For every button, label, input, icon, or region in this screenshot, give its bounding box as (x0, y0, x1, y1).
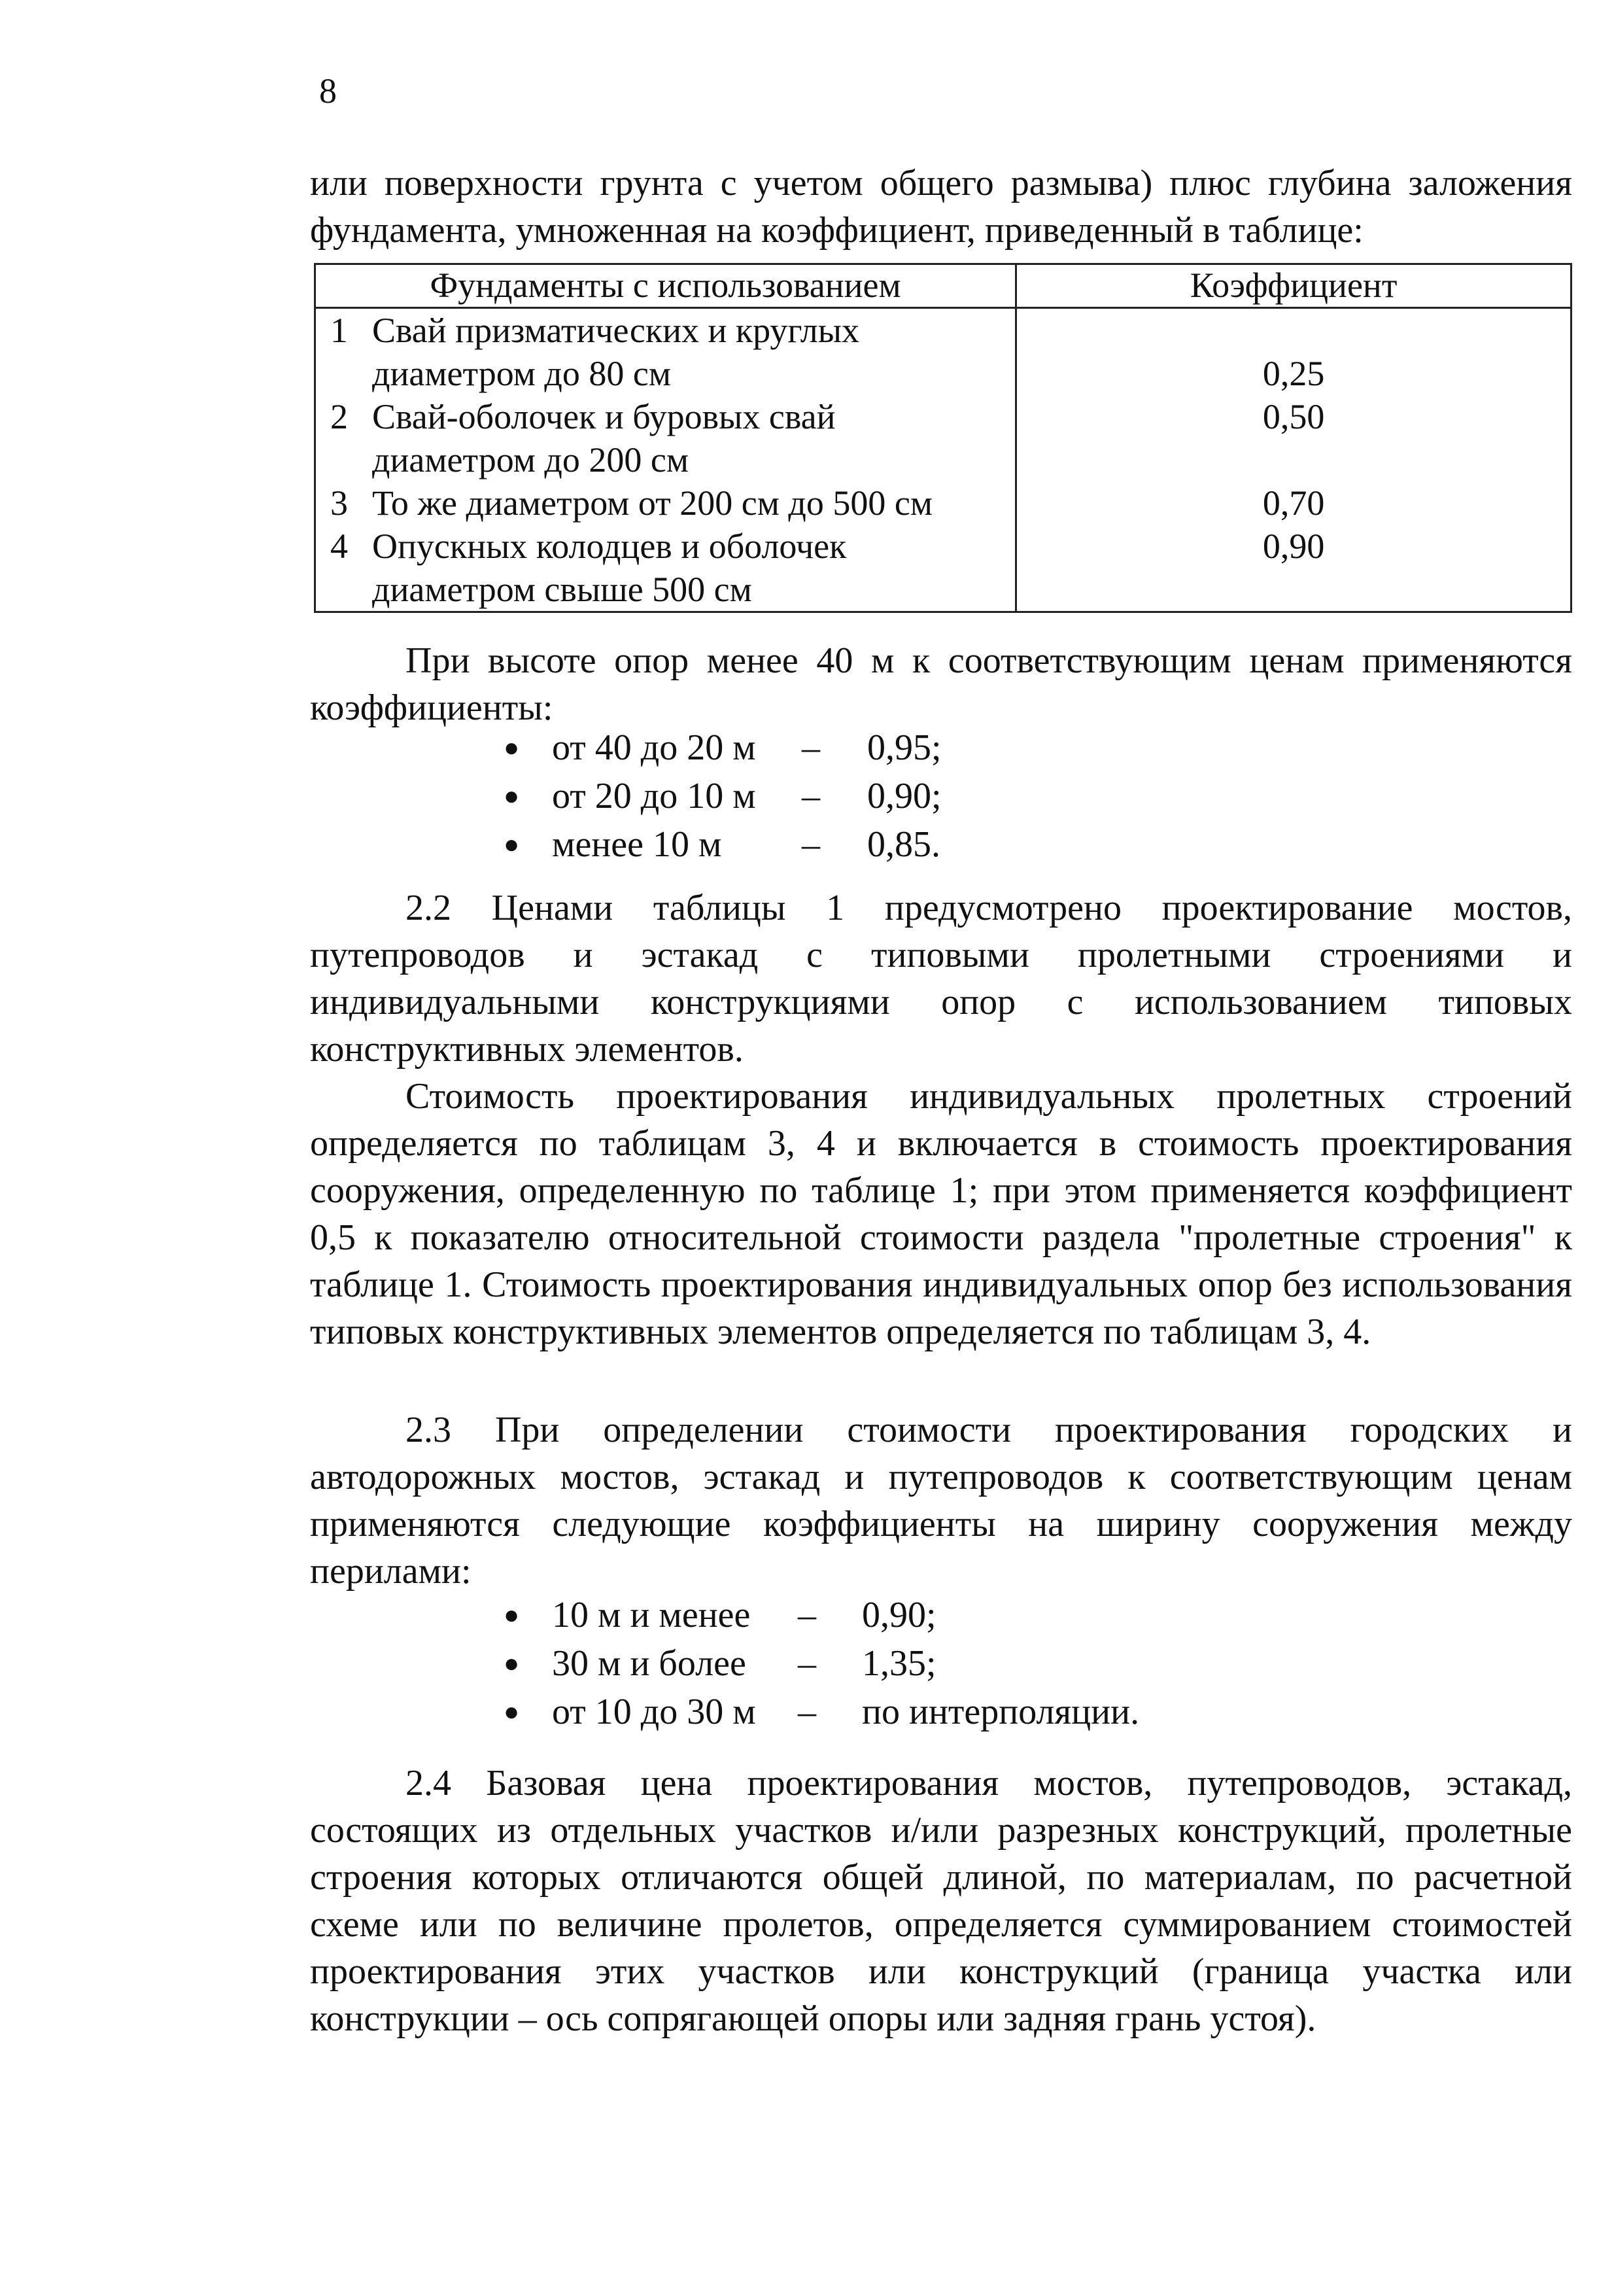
list-item-dash: – (798, 1595, 816, 1635)
table-row (315, 308, 1571, 396)
coefficient-value: 0,25 (1262, 354, 1325, 393)
width-coefficient-list (504, 1591, 1139, 1736)
row-text-line: То же диаметром от 200 см до 500 см (372, 483, 933, 523)
list-item-value: 0,85. (867, 824, 940, 865)
section-2-2 (310, 884, 1572, 1355)
table-row (315, 481, 1571, 525)
list-item (504, 1591, 1139, 1639)
list-item-dash: – (798, 1692, 816, 1732)
list-item-value: 0,95; (867, 727, 942, 768)
table-cell-foundation (315, 395, 1016, 481)
list-item (504, 723, 942, 772)
section-2-3-paragraph: 2.3 При определении стоимости проектирования городских и автодорожных мостов, эстакад и путепроводов к соответствующим ценам применяются следующие коэффициенты на ширину сооружения между перилами: (310, 1410, 1572, 1592)
list-item-label: 30 м и более (552, 1643, 746, 1684)
row-text-line: диаметром свыше 500 см (372, 570, 752, 609)
list-item-label: от 10 до 30 м (552, 1692, 756, 1732)
table-cell-foundation (315, 525, 1016, 612)
section-2-2-paragraph-2: Стоимость проектирования индивидуальных пролетных строений определяется по таблицам 3, 4 и включается в стоимость проектирования сооружения, определенную по таблице 1; при этом применяется коэффициент 0,5 к показателю относительной стоимости раздела "пролетные строения" к таблице 1. Стоимость проектирования индивидуальных опор без использования типовых конструктивных элементов определяется по таблицам 3, 4. (310, 1076, 1572, 1352)
bullet-icon: ● (504, 829, 520, 859)
list-item (504, 772, 942, 820)
table-cell-coefficient (1016, 525, 1571, 612)
coefficient-value: 0,50 (1262, 397, 1325, 436)
intro-text: или поверхности грунта с учетом общего размыва) плюс глубина заложения фундамента, умноженная на коэффициент, приведенный в таблице: (310, 163, 1572, 251)
list-item (504, 820, 942, 869)
row-number: 1 (330, 311, 348, 350)
section-2-2-paragraph-1: 2.2 Ценами таблицы 1 предусмотрено проектирование мостов, путепроводов и эстакад с типовыми пролетными строениями и индивидуальными конструкциями опор с использованием типовых конструктивных элементов. (310, 888, 1572, 1070)
table-cell-foundation (315, 308, 1016, 396)
list-item-label: от 20 до 10 м (552, 776, 756, 816)
bullet-icon: ● (504, 1697, 520, 1726)
list-item-value: 1,35; (862, 1643, 936, 1684)
table-header-row (315, 264, 1571, 308)
row-number: 3 (330, 483, 348, 523)
row-text-line: Свай призматических и круглых (372, 311, 860, 350)
list-item-value: 0,90; (862, 1595, 936, 1635)
list-item-label: от 40 до 20 м (552, 727, 756, 768)
table-cell-coefficient (1016, 395, 1571, 481)
list-item-dash: – (802, 776, 820, 816)
row-text-line: Свай-оболочек и буровых свай (372, 397, 836, 436)
list-item-value: 0,90; (867, 776, 942, 816)
heights-text: При высоте опор менее 40 м к соответствующим ценам применяются коэффициенты: (310, 640, 1572, 728)
row-number: 4 (330, 527, 348, 566)
row-number: 2 (330, 397, 348, 436)
row-text-line: диаметром до 200 см (372, 440, 689, 479)
bullet-icon: ● (504, 1648, 520, 1678)
section-2-4-paragraph: 2.4 Базовая цена проектирования мостов, путепроводов, эстакад, состоящих из отдельных участков и/или разрезных конструкций, пролетные строения которых отличаются общей длиной, по материалам, по расчетной схеме или по величине пролетов, определяется суммированием стоимостей проектирования этих участков или конструкций (граница участка или конструкции – ось сопрягающей опоры или задняя грань устоя). (310, 1763, 1572, 2039)
row-text-line: Опускных колодцев и оболочек (372, 527, 847, 566)
bullet-icon: ● (504, 733, 520, 762)
page-number: 8 (319, 71, 337, 111)
coefficient-value: 0,90 (1262, 527, 1325, 566)
section-2-4 (310, 1760, 1572, 2042)
table-row (315, 525, 1571, 612)
row-text-line: диаметром до 80 см (372, 354, 671, 393)
bullet-icon: ● (504, 1600, 520, 1629)
table-cell-coefficient (1016, 481, 1571, 525)
list-item-dash: – (802, 824, 820, 865)
list-item-label: 10 м и менее (552, 1595, 751, 1635)
intro-paragraph (310, 160, 1572, 254)
section-2-3 (310, 1406, 1572, 1595)
list-item-value: по интерполяции. (862, 1692, 1140, 1732)
list-item (504, 1639, 1139, 1688)
list-item-dash: – (802, 727, 820, 768)
list-item-label: менее 10 м (552, 824, 722, 865)
heights-paragraph (310, 637, 1572, 731)
list-item (504, 1688, 1139, 1736)
table-cell-coefficient (1016, 308, 1571, 396)
heights-coefficient-list (504, 723, 942, 869)
bullet-icon: ● (504, 781, 520, 810)
table-row (315, 395, 1571, 481)
coefficient-value: 0,70 (1262, 483, 1325, 523)
table-header-coefficient: Коэффициент (1016, 264, 1571, 308)
list-item-dash: – (798, 1643, 816, 1684)
table-cell-foundation (315, 481, 1016, 525)
table-header-foundations: Фундаменты с использованием (315, 264, 1016, 308)
coefficient-table (314, 263, 1572, 613)
